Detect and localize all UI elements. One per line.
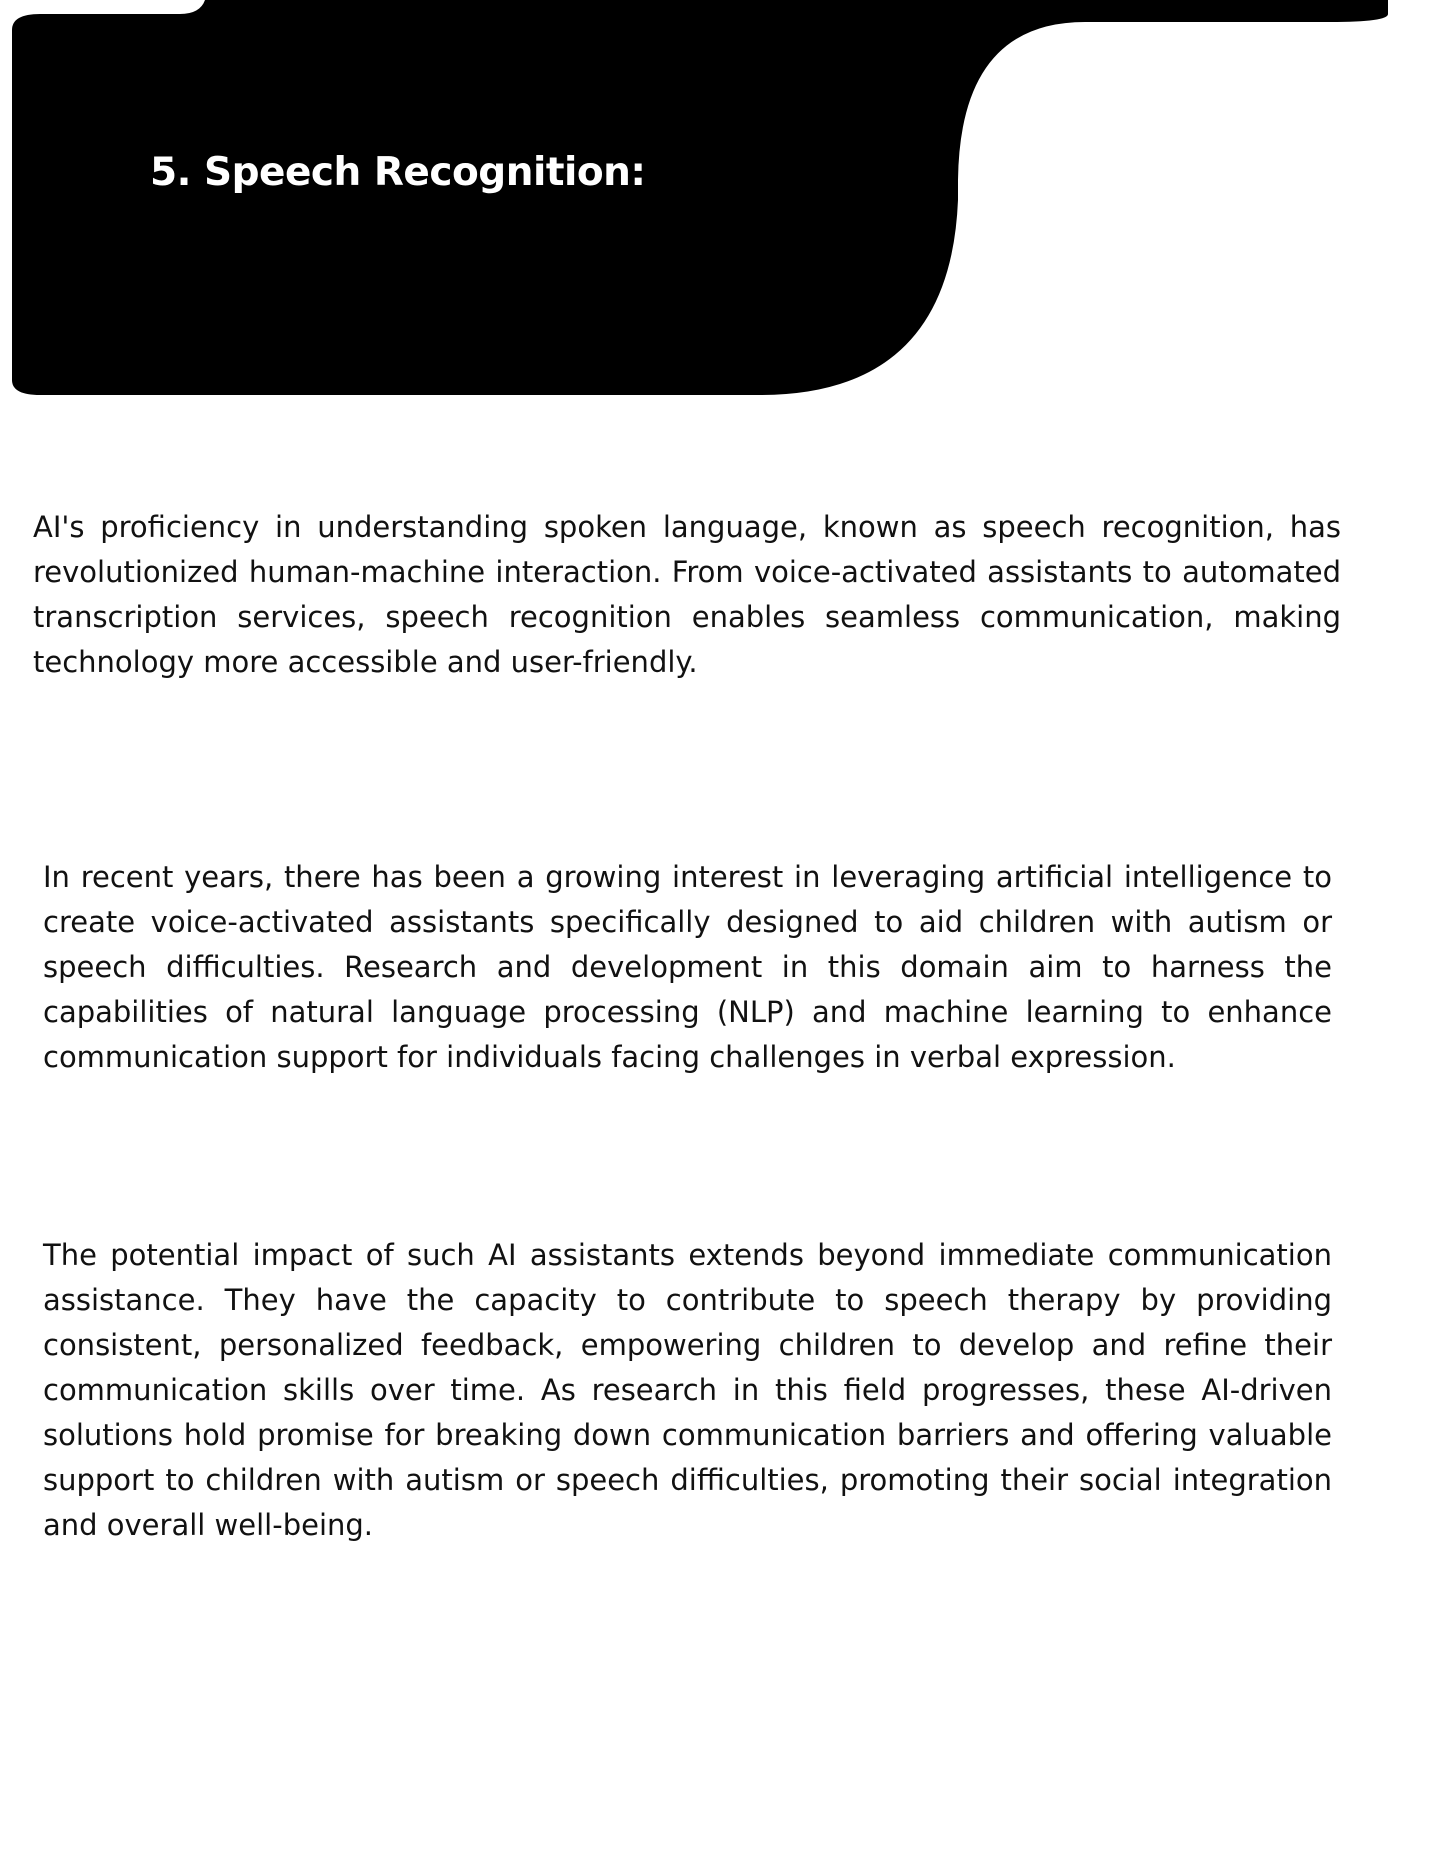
paragraph-research-interest: In recent years, there has been a growing interest in leveraging artificial intelligence to create voice-activated assistants specifically designed to aid children with autism or speech difficulties. Research and development in this domain aim to harness the capabilities of natural language processing (NLP) and machine learning to enhance communication support for individuals facing challenges in verbal expression. <box>43 860 1332 1074</box>
paragraph-speech-recognition-intro: AI's proficiency in understanding spoken language, known as speech recognition, has revolutionized human-machine interaction. From voice-activated assistants to automated transcription services, speech recognition enables seamless communication, making technology more accessible and user-friendly. <box>33 510 1341 679</box>
header-banner-shape <box>0 0 1445 400</box>
section-title: 5. Speech Recognition: <box>150 150 646 195</box>
paragraph-potential-impact: The potential impact of such AI assistants extends beyond immediate communication assistance. They have the capacity to contribute to speech therapy by providing consistent, personalized feedback, empowering children to develop and refine their communication skills over time. As research in this field progresses, these AI-driven solutions hold promise for breaking down communication barriers and offering valuable support to children with autism or speech difficulties, promoting their social integration and overall well-being. <box>43 1238 1332 1542</box>
